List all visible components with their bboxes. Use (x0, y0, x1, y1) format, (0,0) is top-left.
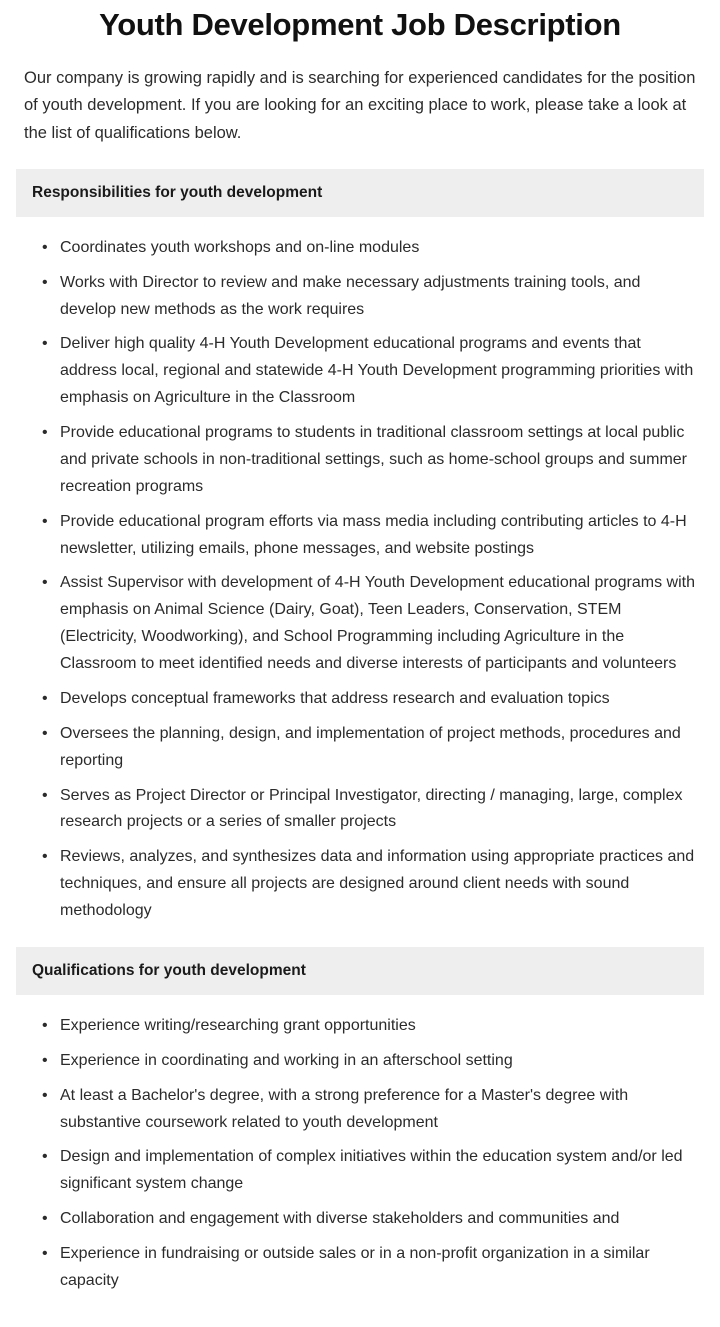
page-title: Youth Development Job Description (99, 7, 621, 42)
qualifications-heading: Qualifications for youth development (16, 947, 704, 995)
list-item: • Experience in fundraising or outside sales or in a non-profit organization in a similar capacity (24, 1241, 696, 1295)
list-item: • Provide educational program efforts via mass media including contributing articles to 4-H newsletter, utilizing emails, phone messages, and website postings (24, 509, 696, 563)
responsibilities-list (24, 227, 696, 925)
job-description-page (0, 6, 720, 1327)
qualifications-section (24, 947, 696, 1295)
intro-paragraph: Our company is growing rapidly and is searching for experienced candidates for the position of youth development. If you are looking for an exciting place to work, please take a look at the list of qualifications below. (24, 69, 696, 142)
list-item: • At least a Bachelor's degree, with a strong preference for a Master's degree with substantive coursework related to youth development (24, 1083, 696, 1137)
list-item: • Assist Supervisor with development of 4-H Youth Development educational programs with emphasis on Animal Science (Dairy, Goat), Teen Leaders, Conservation, STEM (Electricity, Woodworking), and School Programming including Agriculture in the Classroom to meet identified needs and diverse interests of participants and volunteers (24, 570, 696, 678)
qualifications-list (24, 1005, 696, 1295)
list-item: • Collaboration and engagement with diverse stakeholders and communities and (24, 1206, 696, 1233)
list-item: • Coordinates youth workshops and on-line modules (24, 235, 696, 262)
list-item: • Oversees the planning, design, and implementation of project methods, procedures and reporting (24, 721, 696, 775)
list-item: • Experience writing/researching grant opportunities (24, 1013, 696, 1040)
list-item: • Reviews, analyzes, and synthesizes data and information using appropriate practices and techniques, and ensure all projects are designed around client needs with sound methodology (24, 844, 696, 925)
list-item: • Develops conceptual frameworks that address research and evaluation topics (24, 686, 696, 713)
responsibilities-section (24, 169, 696, 925)
list-item: • Experience in coordinating and working in an afterschool setting (24, 1048, 696, 1075)
list-item: • Works with Director to review and make necessary adjustments training tools, and develop new methods as the work requires (24, 270, 696, 324)
responsibilities-heading: Responsibilities for youth development (16, 169, 704, 217)
list-item: • Serves as Project Director or Principal Investigator, directing / managing, large, complex research projects or a series of smaller projects (24, 783, 696, 837)
list-item: • Deliver high quality 4-H Youth Development educational programs and events that address local, regional and statewide 4-H Youth Development programming priorities with emphasis on Agriculture in the Classroom (24, 331, 696, 412)
list-item: • Design and implementation of complex initiatives within the education system and/or led significant system change (24, 1144, 696, 1198)
list-item: • Provide educational programs to students in traditional classroom settings at local public and private schools in non-traditional settings, such as home-school groups and summer recreation programs (24, 420, 696, 501)
